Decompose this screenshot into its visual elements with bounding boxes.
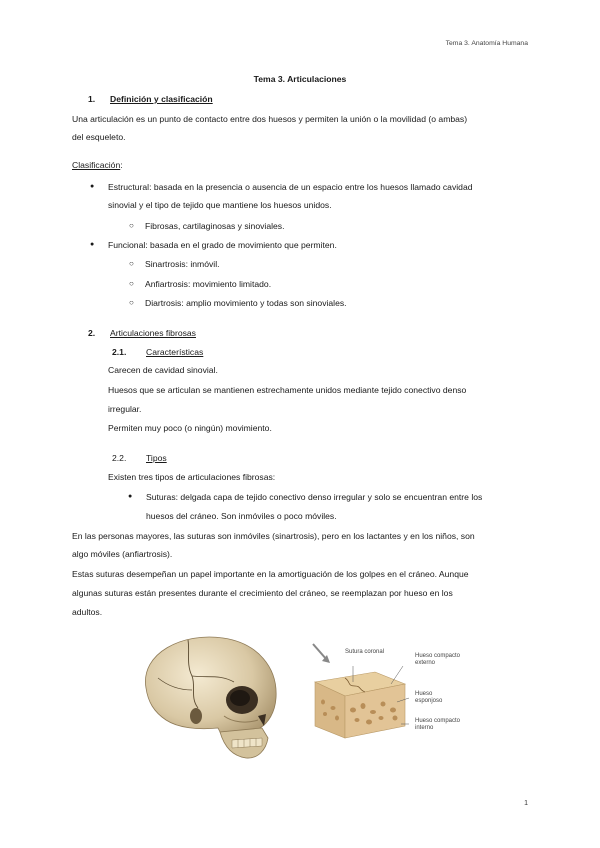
bullet-structural-line-1: Estructural: basada en la presencia o ausencia de un espacio entre los huesos llamado cavidad xyxy=(108,182,473,192)
suturas-line-1: Suturas: delgada capa de tejido conectivo denso irregular y solo se encuentran entre los xyxy=(146,492,483,502)
subsection-2-1-title: Características xyxy=(146,347,204,357)
char-line-1: Carecen de cavidad sinovial. xyxy=(108,365,218,375)
running-header: Tema 3. Anatomía Humana xyxy=(445,40,528,47)
char-line-3: irregular. xyxy=(108,404,142,414)
circle-bullet-icon: ○ xyxy=(129,298,134,307)
sub-bullet-diartrosis: Diartrosis: amplio movimiento y todas son sinoviales. xyxy=(145,298,347,308)
sub-bullet-fibrosas: Fibrosas, cartilaginosas y sinoviales. xyxy=(145,221,285,231)
bullet-icon: ● xyxy=(90,183,95,190)
subsection-2-2-number: 2.2. xyxy=(112,453,127,463)
label-compact-internal-1: Hueso compacto xyxy=(415,718,461,724)
bullet-functional: Funcional: basada en el grado de movimiento que permiten. xyxy=(108,240,337,250)
classification-label: Clasificación xyxy=(72,160,121,170)
label-compact-external xyxy=(415,653,460,667)
para2-line-1: Estas suturas desempeñan un papel importante en la amortiguación de los golpes en el cráneo. Aunque xyxy=(72,569,469,579)
suturas-line-2: huesos del cráneo. Son inmóviles o poco móviles. xyxy=(146,511,337,521)
para2-line-2: algunas suturas están presentes durante el crecimiento del cráneo, se reemplazan por hueso en los xyxy=(72,588,453,598)
section-1-title: Definición y clasificación xyxy=(110,94,213,104)
section-2-title: Articulaciones fibrosas xyxy=(110,328,196,338)
sub-bullet-sinartrosis: Sinartrosis: inmóvil. xyxy=(145,259,220,269)
char-line-2: Huesos que se articulan se mantienen estrechamente unidos mediante tejido conectivo denso xyxy=(108,385,467,395)
circle-bullet-icon: ○ xyxy=(129,279,134,288)
bullet-structural-line-2: sinovial y el tipo de tejido que mantiene los huesos unidos. xyxy=(108,200,332,210)
para1-line-1: En las personas mayores, las suturas son inmóviles (sinartrosis), pero en los lactantes y en los niños, son xyxy=(72,531,475,541)
section-1-number: 1. xyxy=(88,94,96,104)
classification-colon: : xyxy=(120,160,123,170)
char-line-4: Permiten muy poco (o ningún) movimiento. xyxy=(108,423,272,433)
subsection-2-2-title: Tipos xyxy=(146,453,167,463)
section-2-number: 2. xyxy=(88,328,96,338)
circle-bullet-icon: ○ xyxy=(129,221,134,230)
label-compact-internal xyxy=(415,718,460,732)
bullet-icon: ● xyxy=(90,241,95,248)
label-spongy-1: Hueso xyxy=(415,691,433,697)
skull-image xyxy=(128,628,288,763)
circle-bullet-icon: ○ xyxy=(129,259,134,268)
label-compact-internal-2: interno xyxy=(415,725,434,731)
label-spongy-2: esponjoso xyxy=(415,698,443,704)
intro-line-2: del esqueleto. xyxy=(72,132,126,142)
classification-heading xyxy=(72,159,123,171)
intro-line-1: Una articulación es un punto de contacto entre dos huesos y permiten la unión o la movilidad (o ambas) xyxy=(72,114,468,124)
sub-bullet-anfiartrosis: Anfiartrosis: movimiento limitado. xyxy=(145,279,272,289)
suture-diagram xyxy=(305,640,485,740)
types-intro: Existen tres tipos de articulaciones fibrosas: xyxy=(108,472,276,482)
label-spongy xyxy=(415,691,442,705)
bullet-icon: ● xyxy=(128,493,133,500)
page-number: 1 xyxy=(524,800,528,807)
label-compact-external-1: Hueso compacto xyxy=(415,653,461,659)
para1-line-2: algo móviles (anfiartrosis). xyxy=(72,549,173,559)
subsection-2-1-number: 2.1. xyxy=(112,347,127,357)
document-title: Tema 3. Articulaciones xyxy=(253,74,347,84)
para2-line-3: adultos. xyxy=(72,607,103,617)
label-compact-external-2: externo xyxy=(415,660,436,666)
label-suture-coronal: Sutura coronal xyxy=(345,649,385,655)
